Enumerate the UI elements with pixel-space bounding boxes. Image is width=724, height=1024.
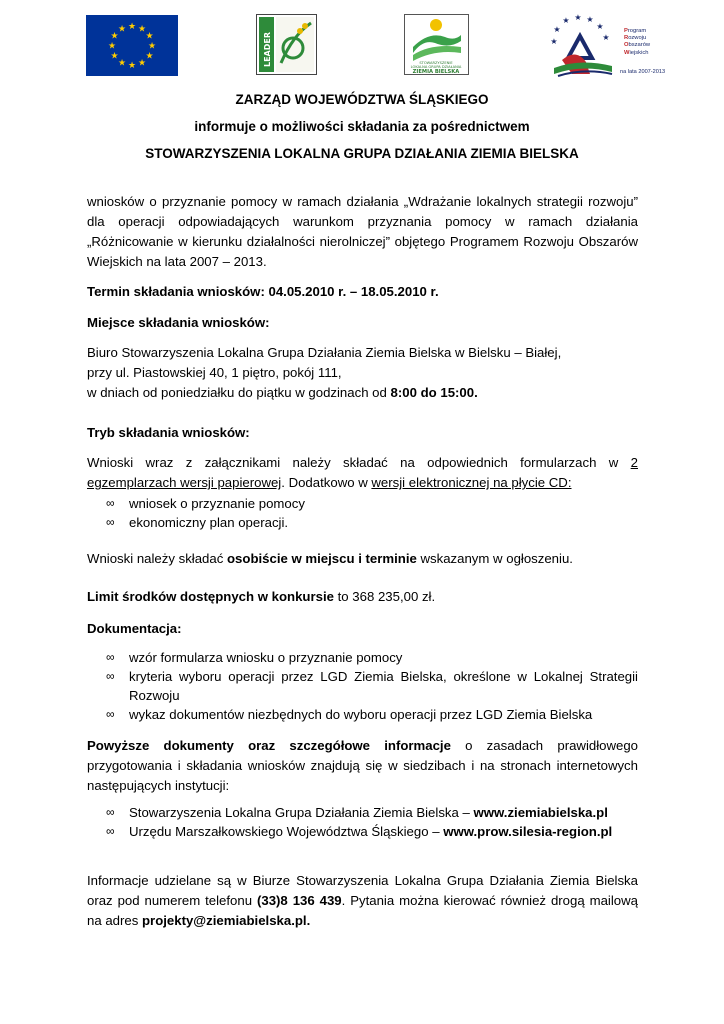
infinity-bullet-icon: ∞ xyxy=(106,650,115,664)
eu-stars-icon xyxy=(86,15,178,76)
docs-list xyxy=(106,648,638,724)
prow-word: ozwoju xyxy=(628,35,647,42)
info-paragraph xyxy=(87,736,638,796)
info-bold: Powyższe dokumenty oraz szczegółowe informacje xyxy=(87,738,451,753)
prow-logo xyxy=(546,14,666,78)
prow-logo-text xyxy=(624,28,650,57)
svg-text:★: ★ xyxy=(137,58,147,69)
place-heading: Miejsce składania wniosków: xyxy=(87,315,270,330)
prow-line: Obszarów xyxy=(624,42,651,49)
svg-text:★: ★ xyxy=(586,15,594,24)
list-item xyxy=(106,822,638,841)
place-hours: 8:00 do 15:00. xyxy=(390,385,478,400)
institution-name: Stowarzyszenia Lokalna Grupa Działania Ziemia Bielska – xyxy=(129,805,474,820)
svg-text:★: ★ xyxy=(117,58,127,69)
mode-paper-copies: 2 egzemplarzach wersji papierowej xyxy=(87,455,638,490)
list-item-text: wykaz dokumentów niezbędnych do wyboru operacji przez LGD Ziemia Bielska xyxy=(129,707,593,722)
ziemiabielska-link[interactable]: www.ziemiabielska.pl xyxy=(473,805,608,820)
prow-emblem-icon xyxy=(546,14,620,78)
place-line-1: Biuro Stowarzyszenia Lokalna Grupa Działania Ziemia Bielska w Bielsku – Białej, xyxy=(87,345,562,360)
contact-text-b: . Pytania można kierować również drogą mailową na adres xyxy=(87,893,638,928)
list-item xyxy=(106,705,638,724)
personally-bold: osobiście w miejscu i terminie xyxy=(227,551,417,566)
svg-text:★: ★ xyxy=(107,41,117,52)
svg-text:★: ★ xyxy=(550,37,558,46)
contact-phone: (33)8 136 439 xyxy=(256,893,342,908)
prow-line: Wiejskich xyxy=(624,49,649,56)
prow-silesia-link[interactable]: www.prow.silesia-region.pl xyxy=(443,824,613,839)
header-line-2: informuje o możliwości składania za pośrednictwem xyxy=(194,119,530,134)
mode-heading: Tryb składania wniosków: xyxy=(87,425,250,440)
leader-emblem-icon xyxy=(257,15,316,74)
contact-email-link[interactable]: projekty@ziemiabielska.pl. xyxy=(142,913,311,928)
svg-text:★: ★ xyxy=(147,41,157,52)
svg-text:★: ★ xyxy=(553,25,561,34)
place-line-3 xyxy=(87,383,638,403)
list-item xyxy=(106,648,638,667)
list-item xyxy=(106,494,638,513)
leader-logo xyxy=(256,14,317,75)
prow-word: iejskich xyxy=(629,49,649,56)
mode-list xyxy=(106,494,638,532)
header-line-3: STOWARZYSZENIA LOKALNA GRUPA DZIAŁANIA ZIEMIA BIELSKA xyxy=(145,146,579,161)
mode-electronic-version: wersji elektronicznej na płycie CD: xyxy=(371,475,572,490)
list-item-text: ekonomiczny plan operacji. xyxy=(129,515,289,530)
logo-bar xyxy=(0,12,724,82)
infinity-bullet-icon: ∞ xyxy=(106,805,115,819)
mode-text-a: Wnioski wraz z załącznikami należy składać na odpowiednich formularzach w xyxy=(87,455,631,470)
list-item-text: wzór formularza wniosku o przyznanie pomocy xyxy=(129,650,403,665)
contact-text-a: Informacje udzielane są w Biurze Stowarzyszenia Lokalna Grupa Działania Ziemia Bielska oraz pod numerem telefonu xyxy=(87,873,638,908)
ziemia-bielska-logo xyxy=(404,14,469,75)
prow-word: rogram xyxy=(627,28,647,34)
svg-text:★: ★ xyxy=(127,61,137,71)
svg-text:★: ★ xyxy=(110,31,119,42)
infinity-bullet-icon: ∞ xyxy=(106,669,115,683)
eu-flag-logo xyxy=(86,15,178,76)
list-item-text: wniosek o przyznanie pomocy xyxy=(129,496,305,511)
infinity-bullet-icon: ∞ xyxy=(106,824,115,838)
prow-line: Program xyxy=(624,28,647,34)
list-item xyxy=(106,803,638,822)
svg-text:★: ★ xyxy=(127,22,137,32)
intro-paragraph: wniosków o przyznanie pomocy w ramach działania „Wdrażanie lokalnych strategii rozwoju” dla operacji odpowiadających warunkom przyznania pomocy w ramach działania „Różnicowanie w kierunku działalności nierolniczej” objętego Programem Rozwoju Obszarów Wiejskich na lata 2007 – 2013. xyxy=(87,194,638,269)
prow-years: na lata 2007-2013 xyxy=(620,69,666,75)
svg-text:★: ★ xyxy=(596,22,604,31)
svg-text:★: ★ xyxy=(117,24,127,35)
ziemia-bielska-emblem-icon xyxy=(405,15,468,74)
ziemia-logo-line1: STOWARZYSZENIE xyxy=(419,61,453,65)
leader-text: LEADER xyxy=(263,31,272,67)
svg-text:★: ★ xyxy=(145,51,154,62)
svg-text:★: ★ xyxy=(145,31,154,42)
limit-bold: Limit środków dostępnych w konkursie xyxy=(87,589,334,604)
personally-prefix: Wnioski należy składać xyxy=(87,551,227,566)
institutions-list xyxy=(106,803,638,841)
list-item-text: kryteria wyboru operacji przez LGD Ziemia Bielska, określone w Lokalnej Strategii Rozwoju xyxy=(129,669,638,703)
svg-text:★: ★ xyxy=(574,14,582,22)
svg-text:★: ★ xyxy=(562,16,570,25)
place-address xyxy=(87,343,638,403)
mode-paragraph xyxy=(87,453,638,493)
mode-text-b: . Dodatkowo w xyxy=(281,475,372,490)
infinity-bullet-icon: ∞ xyxy=(106,496,115,510)
personally-paragraph xyxy=(87,549,638,569)
list-item xyxy=(106,513,638,532)
ziemia-logo-line2: LOKALNA GRUPA DZIAŁANIA xyxy=(410,65,462,69)
docs-heading: Dokumentacja: xyxy=(87,621,182,636)
place-hours-prefix: w dniach od poniedziałku do piątku w godzinach od xyxy=(87,385,391,400)
limit-paragraph xyxy=(87,587,638,607)
infinity-bullet-icon: ∞ xyxy=(106,515,115,529)
contact-paragraph xyxy=(87,871,638,931)
institution-name: Urzędu Marszałkowskiego Województwa Śląskiego – xyxy=(129,824,444,839)
svg-text:★: ★ xyxy=(110,51,119,62)
prow-line: Rozwoju xyxy=(624,35,647,42)
personally-suffix: wskazanym w ogłoszeniu. xyxy=(416,551,573,566)
prow-word: bszarów xyxy=(628,42,651,49)
infinity-bullet-icon: ∞ xyxy=(106,707,115,721)
list-item xyxy=(106,667,638,705)
svg-text:★: ★ xyxy=(137,24,147,35)
place-line-2: przy ul. Piastowskiej 40, 1 piętro, pokój 111, xyxy=(87,365,342,380)
deadline: Termin składania wniosków: 04.05.2010 r. – 18.05.2010 r. xyxy=(87,284,439,299)
ziemia-logo-line3: ZIEMIA BIELSKA xyxy=(412,69,460,74)
limit-amount: to 368 235,00 zł. xyxy=(333,589,436,604)
svg-text:★: ★ xyxy=(602,33,610,42)
header-line-1: ZARZĄD WOJEWÓDZTWA ŚLĄSKIEGO xyxy=(235,92,489,107)
info-text: o zasadach prawidłowego przygotowania i składania wniosków znajdują się w siedzibach i na stronach internetowych następujących instytucji: xyxy=(87,738,638,793)
